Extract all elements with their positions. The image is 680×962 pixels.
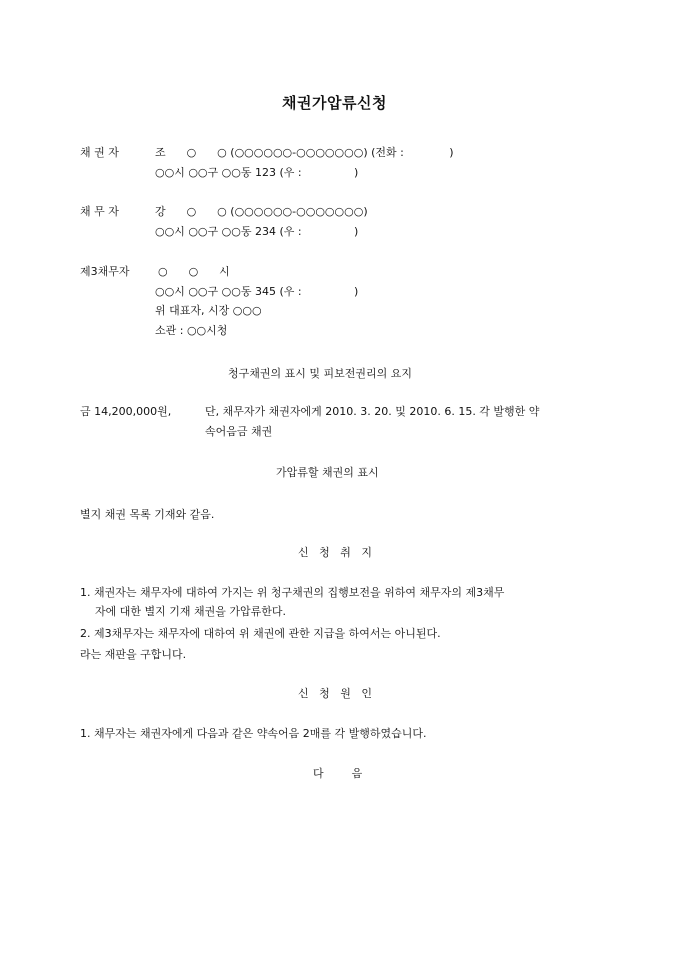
- reason-heading: 신 청 원 인: [298, 687, 372, 700]
- third-debtor-label: 제3채무자: [80, 265, 130, 278]
- third-debtor-representative: 위 대표자, 시장 ○○○: [155, 304, 262, 317]
- purpose-closing: 라는 재판을 구합니다.: [80, 648, 187, 661]
- third-debtor-address: ○○시 ○○구 ○○동 345 (우 : ): [155, 285, 359, 298]
- claim-amount: 금 14,200,000원,: [80, 405, 172, 418]
- debtor-name-line: 강 ○ ○ (○○○○○○-○○○○○○○): [155, 205, 368, 218]
- creditor-label: 채 권 자: [80, 146, 119, 159]
- reason-following: 다 음: [313, 767, 363, 780]
- purpose-item1-line1: 1. 채권자는 채무자에 대하여 가지는 위 청구채권의 집행보전을 위하여 채무자의 제3채무: [80, 586, 505, 599]
- purpose-item2: 2. 제3채무자는 채무자에 대하여 위 채권에 관한 지급을 하여서는 아니된다.: [80, 627, 441, 640]
- claim-detail-line1: 단, 채무자가 채권자에게 2010. 3. 20. 및 2010. 6. 15. 각 발행한 약: [205, 405, 540, 418]
- seized-body: 별지 채권 목록 기재와 같음.: [80, 508, 215, 521]
- purpose-heading: 신 청 취 지: [298, 546, 372, 559]
- creditor-name-line: 조 ○ ○ (○○○○○○-○○○○○○○) (전화 : ): [155, 146, 454, 159]
- third-debtor-name-line: ○ ○ 시: [158, 265, 230, 278]
- document-title: 채권가압류신청: [282, 94, 387, 112]
- seized-heading: 가압류할 채권의 표시: [276, 466, 379, 479]
- claim-detail-line2: 속어음금 채권: [205, 425, 273, 438]
- claim-heading: 청구채권의 표시 및 피보전권리의 요지: [228, 367, 413, 380]
- third-debtor-jurisdiction: 소관 : ○○시청: [155, 324, 228, 337]
- purpose-item1-line2: 자에 대한 별지 기재 채권을 가압류한다.: [95, 605, 286, 618]
- creditor-address: ○○시 ○○구 ○○동 123 (우 : ): [155, 166, 359, 179]
- reason-item1: 1. 채무자는 채권자에게 다음과 같은 약속어음 2매를 각 발행하였습니다.: [80, 727, 427, 740]
- debtor-address: ○○시 ○○구 ○○동 234 (우 : ): [155, 225, 359, 238]
- debtor-label: 채 무 자: [80, 205, 119, 218]
